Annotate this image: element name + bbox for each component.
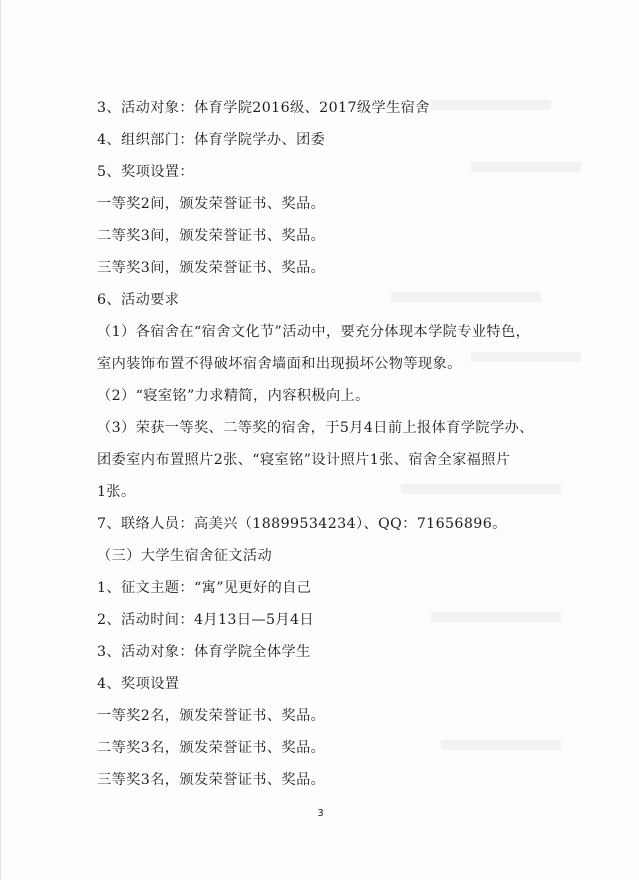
text-line: 1、征文主题：“寓”见更好的自己 <box>97 580 312 596</box>
text-line: 5、奖项设置： <box>97 164 194 180</box>
section-heading: （三）大学生宿舍征文活动 <box>97 548 273 564</box>
text-line: 三等奖3名，颁发荣誉证书、奖品。 <box>97 772 326 788</box>
scan-bleed-mark <box>431 100 551 110</box>
page-number: 3 <box>317 808 324 819</box>
text-line: 6、活动要求 <box>97 292 180 308</box>
text-line: 二等奖3间，颁发荣誉证书、奖品。 <box>97 228 326 244</box>
text-line: 7、联络人员：高美兴（18899534234）、QQ：71656896。 <box>97 516 507 532</box>
text-line: 二等奖3名，颁发荣誉证书、奖品。 <box>97 740 326 756</box>
text-line: （2）“寝室铭”力求精简，内容积极向上。 <box>97 388 370 404</box>
text-line: 3、活动对象：体育学院全体学生 <box>97 644 311 660</box>
text-line: 4、组织部门：体育学院学办、团委 <box>97 132 326 148</box>
text-line: （1）各宿舍在“宿舍文化节”活动中，要充分体现本学院专业特色， <box>97 324 531 340</box>
scan-bleed-mark <box>441 740 561 750</box>
scan-bleed-mark <box>471 162 581 172</box>
text-line: 4、奖项设置 <box>97 676 180 692</box>
text-line: （3）荣获一等奖、二等奖的宿舍，于5月4日前上报体育学院学办、 <box>97 420 534 436</box>
scan-bleed-mark <box>431 612 561 622</box>
text-line: 一等奖2间，颁发荣誉证书、奖品。 <box>97 196 326 212</box>
text-line: 一等奖2名，颁发荣誉证书、奖品。 <box>97 708 326 724</box>
text-line: 3、活动对象：体育学院2016级、2017级学生宿舍 <box>97 100 430 116</box>
text-line: 团委室内布置照片2张、“寝室铭”设计照片1张、宿舍全家福照片 <box>97 452 511 468</box>
text-line: 室内装饰布置不得破坏宿舍墙面和出现损坏公物等现象。 <box>97 356 462 372</box>
scan-bleed-mark <box>471 352 581 362</box>
text-line: 1张。 <box>97 484 136 500</box>
text-line: 2、活动时间：4月13日—5月4日 <box>97 612 315 628</box>
scan-bleed-mark <box>401 484 561 494</box>
scan-bleed-mark <box>391 292 541 302</box>
text-line: 三等奖3间，颁发荣誉证书、奖品。 <box>97 260 326 276</box>
